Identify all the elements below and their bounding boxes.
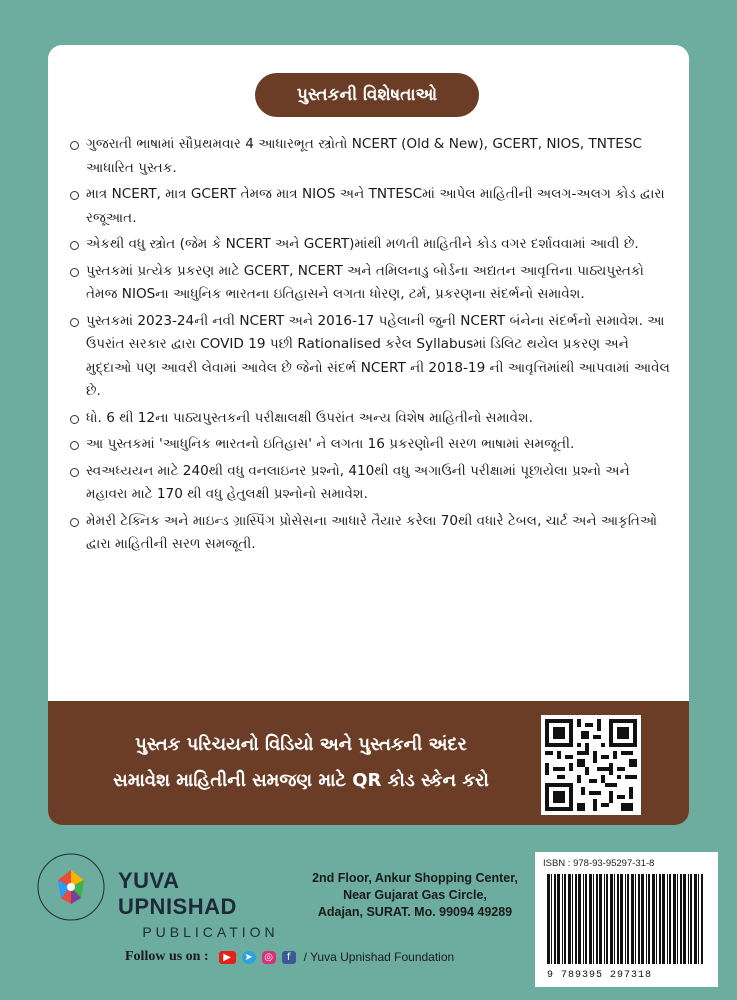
feature-item: એકથી વધુ સ્ત્રોત (જેમ કે NCERT અને GCERT)માંથી મળતી માહિતીને કોડ વગર દર્શાવવામાં આવી છે. [68,233,672,257]
barcode-number: 9 789395 297318 [547,970,653,981]
barcode-bar [694,874,697,964]
feature-item: માત્ર NCERT, માત્ર GCERT તેમજ માત્ર NIOS અને TNTESCમાં આપેલ માહિતીની અલગ-અલગ કોડ દ્વારા રજૂઆત. [68,183,672,230]
barcode-bar [568,874,571,964]
features-heading: પુસ્તકની વિશેષતાઓ [255,73,479,117]
features-list [68,133,672,560]
qr-code-icon [545,719,637,811]
barcode-bar [625,874,626,964]
feature-item: પુસ્તકમાં પ્રત્યેક પ્રકરણ માટે GCERT, NCERT અને તમિલનાડુ બોર્ડના અદ્યતન આવૃત્તિના પાઠ્યપુસ્તકો તેમજ NIOSના આધુનિક ભારતના ઇતિહાસને લગતા ધોરણ, ટર્મ, પ્રકરણના સંદર્ભનો સમાવેશ. [68,260,672,307]
publisher-address [300,870,530,921]
barcode-bar [599,874,602,964]
barcode-bar [562,874,563,964]
address-line-3: Adajan, SURAT. Mo. 99094 49289 [317,905,513,919]
barcode-bar [578,874,581,964]
barcode-bar [585,874,587,964]
barcode-bar [617,874,619,964]
qr-banner-text [66,727,536,799]
barcode-bar [614,874,615,964]
barcode-bar [641,874,644,964]
barcode-bar [669,874,671,964]
qr-banner [48,701,689,825]
barcode-bar [564,874,566,964]
publisher-name: YUVA UPNISHAD [118,868,237,919]
telegram-icon[interactable]: ➤ [242,951,256,964]
features-panel [48,45,689,825]
qr-banner-line-2: સમાવેશ માહિતીની સમજણ માટે QR કોડ સ્કેન કરો [113,770,489,791]
logo-emblem-icon [36,852,106,922]
barcode-bar [593,874,594,964]
footer [0,830,737,1000]
qr-code[interactable] [541,715,641,815]
barcode-bar [554,874,556,964]
follow-us [125,949,454,965]
barcode-bar [547,874,550,964]
address-line-1: 2nd Floor, Ankur Shopping Center, [312,871,518,885]
barcode-bar [646,874,647,964]
barcode-bar [667,874,668,964]
barcode-bars [543,874,710,968]
barcode-bar [557,874,560,964]
barcode-bar [635,874,636,964]
barcode-bar [631,874,634,964]
barcode-bar [610,874,613,964]
feature-item: આ પુસ્તકમાં 'આધુનિક ભારતનો ઇતિહાસ' ને લગતા 16 પ્રકરણોની સરળ ભાષામાં સમજૂતી. [68,433,672,457]
barcode [535,852,718,987]
youtube-icon[interactable]: ▶ [219,951,236,964]
address-line-2: Near Gujarat Gas Circle, [343,888,487,902]
barcode-bar [659,874,661,964]
isbn-text: ISBN : 978-93-95297-31-8 [543,858,655,869]
barcode-bar [652,874,655,964]
barcode-bar [604,874,605,964]
barcode-bar [701,874,703,964]
barcode-bar [596,874,598,964]
feature-item: પુસ્તકમાં 2023-24ની નવી NCERT અને 2016-17 પહેલાની જુની NCERT બંનેના સંદર્ભનો સમાવેશ. આ ઉપરાંત સરકાર દ્વારા COVID 19 પછી Rationalised કરેલ Syllabusમાં ડિલિટ થયેલ પ્રકરણ અને મુદ્દાઓ પણ આવરી લેવામાં આવેલ છે જેનો સંદર્ભ NCERT ની 2018-19 ની આવૃત્તિમાંથી આપવામાં આવેલ છે. [68,310,672,404]
publisher-subtitle: PUBLICATION [142,924,279,940]
barcode-bar [551,874,552,964]
barcode-bar [690,874,692,964]
barcode-bar [662,874,665,964]
barcode-bar [673,874,676,964]
barcode-bar [698,874,699,964]
instagram-icon[interactable]: ◎ [262,951,276,964]
barcode-bar [620,874,623,964]
publisher-brand [118,868,303,940]
barcode-bar [656,874,657,964]
feature-item: સ્વઅધ્યયન માટે 240થી વધુ વનલાઇનર પ્રશ્નો, 410થી વધુ અગાઉની પરીક્ષામાં પૂછાયેલા પ્રશ્નો અને મહાવરા માટે 170 થી વધુ હેતુલક્ષી પ્રશ્નોનો સમાવેશ. [68,460,672,507]
social-handle: / Yuva Upnishad Foundation [303,950,455,964]
barcode-bar [677,874,678,964]
barcode-bar [606,874,608,964]
feature-item: ધો. 6 થી 12ના પાઠ્યપુસ્તકની પરીક્ષાલક્ષી ઉપરાંત અન્ય વિશેષ માહિતીનો સમાવેશ. [68,407,672,431]
barcode-bar [583,874,584,964]
barcode-bar [688,874,689,964]
follow-label: Follow us on : [125,949,209,964]
barcode-bar [648,874,650,964]
facebook-icon[interactable]: f [282,951,296,964]
barcode-bar [575,874,577,964]
publisher-logo [36,852,106,922]
barcode-bar [683,874,686,964]
qr-banner-line-1: પુસ્તક પરિચયનો વિડિયો અને પુસ્તકની અંદર [135,734,467,755]
feature-item: ગુજરાતી ભાષામાં સૌપ્રથમવાર 4 આધારભૂત સ્ત્રોતો NCERT (Old & New), GCERT, NIOS, TNTESC આધારિત પુસ્તક. [68,133,672,180]
feature-item: મેમરી ટેક્નિક અને માઇન્ડ ગ્રાસ્પિંગ પ્રોસેસના આધારે તૈયાર કરેલા 70થી વધારે ટેબલ, ચાર્ટ અને આકૃતિઓ દ્વારા માહિતીની સરળ સમજૂતી. [68,510,672,557]
barcode-bar [680,874,682,964]
barcode-bar [572,874,573,964]
barcode-bar [627,874,629,964]
barcode-bar [638,874,640,964]
barcode-bar [589,874,592,964]
